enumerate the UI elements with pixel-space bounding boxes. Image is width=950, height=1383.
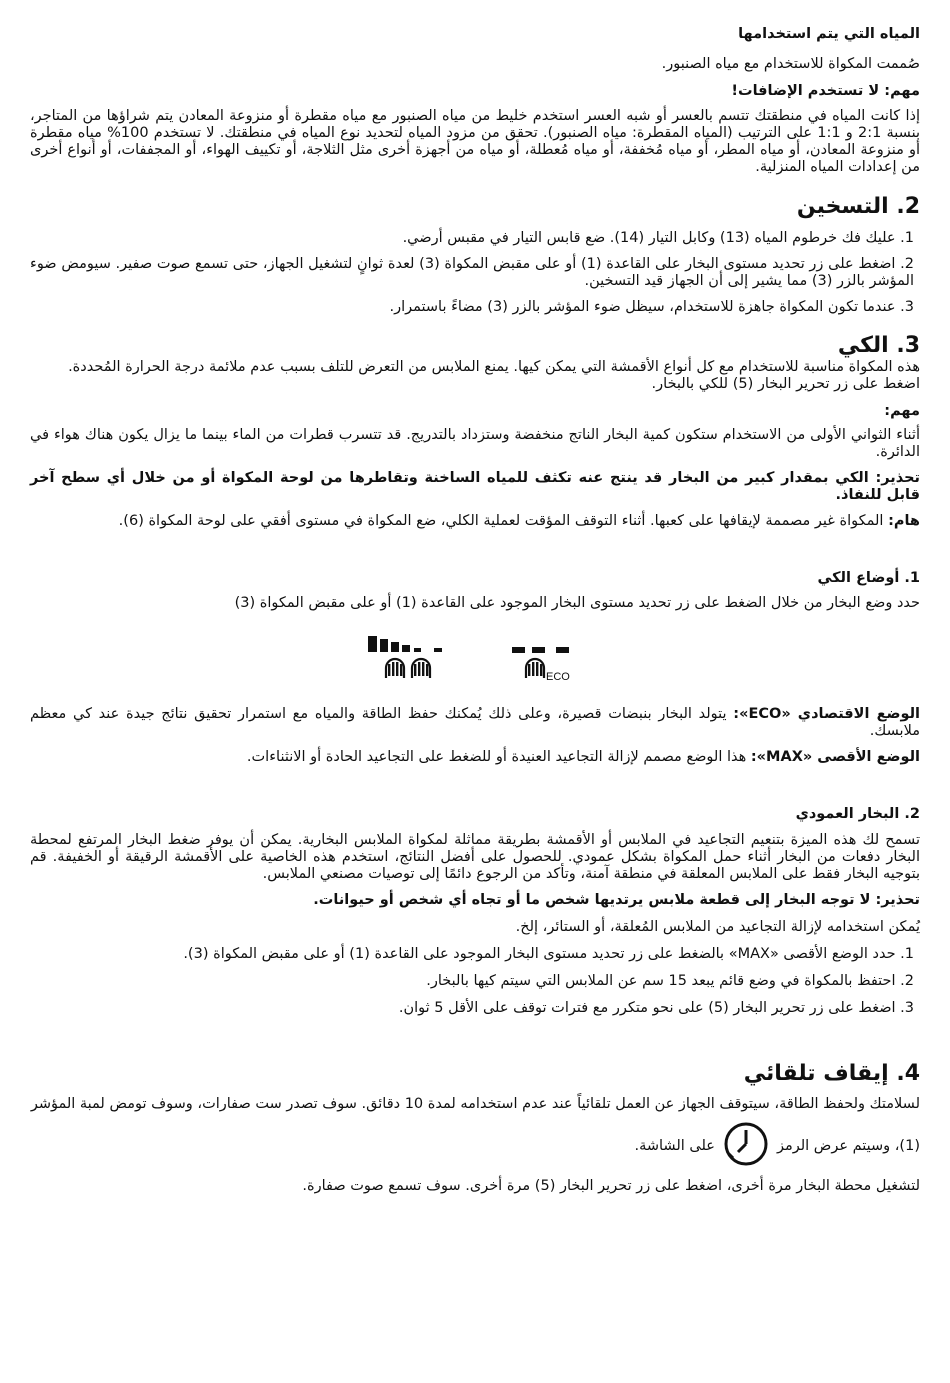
heating-step-3: 3. عندما تكون المكواة جاهزة للاستخدام، سيظل ضوء المؤشر بالزر (3) مضاءً باستمرار. — [389, 299, 914, 315]
vertical-steam-title: 2. البخار العمودي — [795, 806, 920, 822]
max-steam-bars-icon — [368, 634, 460, 682]
max-mode-description — [30, 749, 920, 766]
water-important-text: لا تستخدم الإضافات! — [731, 83, 885, 99]
vertical-steam-step-3: 3. اضغط على زر تحرير البخار (5) على نحو متكرر مع فترات توقف على الأقل 5 ثوان. — [398, 1000, 914, 1016]
auto-off-line-1: لسلامتك ولحفظ الطاقة، سيتوقف الجهاز عن العمل تلقائياً عند عدم استخدامه لمدة 10 دقائق. سوف تصدر ست صفارات، وسوف تومض لمبة المؤشر — [30, 1096, 920, 1112]
water-intro: صُممت المكواة للاستخدام مع مياه الصنبور. — [661, 56, 920, 72]
modes-title: 1. أوضاع الكي — [817, 570, 920, 586]
auto-off-line-3: لتشغيل محطة البخار مرة أخرى، اضغط على زر تحرير البخار (5) مرة أخرى. سوف تسمع صوت صفارة. — [302, 1178, 920, 1194]
heating-step-2: 2. اضغط على زر تحديد مستوى البخار على القاعدة (1) أو على مقبض المكواة (3) لعدة ثوانٍ لتشغيل الجهاز، حتى تسمع صوت صفير. سيومض ضوء المؤشر بالزر (3) مما يشير إلى أن الجهاز قيد التسخين. — [30, 256, 914, 289]
vertical-steam-step-2: 2. احتفظ بالمكواة في وضع قائم يبعد 15 سم عن الملابس التي سيتم كيها بالبخار. — [426, 973, 914, 989]
heating-title: 2. التسخين — [796, 194, 920, 219]
auto-off-line-2 — [30, 1121, 920, 1172]
steam-max-level-icon — [368, 634, 460, 682]
steam-eco-level-icon — [512, 634, 582, 682]
ironing-note-text: المكواة غير مصممة لإيقافها على كعبها. أثناء التوقف المؤقت لعملية الكلي، ضع المكواة في مستوى أفقي على لوحة المكواة (6). — [118, 513, 889, 529]
eco-steam-bars-icon — [512, 634, 582, 682]
ironing-line-1: هذه المكواة مناسبة للاستخدام مع كل أنواع الأقمشة التي يمكن كيها. يمنع الملابس من التعرض للتلف بسبب عدم ملائمة درجة الحرارة المُحددة. — [68, 359, 920, 375]
ironing-note — [30, 513, 920, 530]
ironing-warning: تحذير: الكي بمقدار كبير من البخار قد ينتج عنه تكثف للمياه الساخنة وتقاطرها من لوحة المكواة أو من خلال أي سطح آخر قابل للنفاذ. — [30, 470, 920, 503]
water-section-title: المياه التي يتم استخدامها — [738, 26, 920, 42]
vertical-steam-warning: تحذير: لا توجه البخار إلى قطعة ملابس يرتديها شخص ما أو تجاه أي شخص أو حيوانات. — [313, 892, 920, 908]
modes-intro: حدد وضع البخار من خلال الضغط على زر تحديد مستوى البخار الموجود على القاعدة (1) أو على مقبض المكواة (3) — [234, 595, 920, 611]
ironing-line-2: اضغط على زر تحرير البخار (5) للكي بالبخار. — [651, 376, 920, 392]
vertical-steam-paragraph: تسمح لك هذه الميزة بتنعيم التجاعيد في الملابس أو الأقمشة بطريقة مماثلة لمكواة الملابس البخارية. يمكن أن يوفر ضغط البخار المرتفع لمحطة البخار دفعات من البخار أثناء حمل المكواة بشكل عمودي. للحصول على أفضل النتائج، استخدم هذه الخاصية على الأقمشة الرقيقة أو الخفيفة. قم بتوجيه البخار فقط على الملابس المعلقة في منطقة آمنة، وتأكد من الرجوع دائمًا إلى توصيات مصنعي الملابس. — [30, 832, 920, 882]
water-important-label: مهم: — [884, 83, 920, 99]
steam-mode-icons — [30, 634, 920, 682]
auto-off-line-2-start: (1)، وسيتم عرض الرمز — [776, 1138, 920, 1154]
heating-step-1: 1. عليك فك خرطوم المياه (13) وكابل التيار (14). ضع قابس التيار في مقبس أرضي. — [402, 230, 914, 246]
auto-off-title: 4. إيقاف تلقائي — [743, 1061, 920, 1086]
clock-icon — [723, 1121, 769, 1172]
ironing-important-label: مهم: — [884, 403, 920, 419]
ironing-title: 3. الكي — [837, 333, 920, 358]
max-mode-title: الوضع الأقصى «MAX»: — [750, 749, 920, 765]
vertical-steam-usage: يُمكن استخدامه لإزالة التجاعيد من الملابس المُعلقة، أو الستائر، إلخ. — [515, 919, 920, 935]
ironing-note-label: هام: — [888, 513, 920, 529]
eco-mode-description — [30, 706, 920, 740]
water-paragraph: إذا كانت المياه في منطقتك تتسم بالعسر أو شبه العسر استخدم خليط من مياه الصنبور مع مياه مقطرة أو منزوعة المعادن يتم شراؤها من المتاجر، بنسبة 2:1 و 1:1 على الترتيب (المياه المقطرة: مياه الصنبور). تحقق من مزود المياه لتحديد نوع المياه في منطقتك. لا تستخدم 100% مياه مقطرة أو منزوعة المعادن، أو مياه المطر، أو مياه مُخففة، أو مياه مُعطلة، أو مياه من أجهزة أخرى مثل الثلاجة، أو تكييف الهواء، أو المجففات، أو أنواع أخرى من إعدادات المياه المنزلية. — [30, 108, 921, 175]
eco-mode-text: يتولد البخار بنبضات قصيرة، وعلى ذلك يُمكنك حفظ الطاقة والمياه مع استمرار تحقيق نتائج جيدة عند كي معظم ملابسك. — [30, 706, 920, 739]
vertical-steam-step-1: 1. حدد الوضع الأقصى «MAX» بالضغط على زر تحديد مستوى البخار الموجود على القاعدة (1) أو على مقبض المكواة (3). — [183, 946, 914, 962]
ironing-important-paragraph: أثناء الثواني الأولى من الاستخدام ستكون كمية البخار الناتج منخفضة وستزداد بالتدريج. قد تتسرب قطرات من الماء بينما ما يزال يكون هناك هواء في الدائرة. — [30, 427, 920, 460]
max-mode-text: هذا الوضع مصمم لإزالة التجاعيد العنيدة أو للضغط على التجاعيد الحادة أو الانثناءات. — [246, 749, 751, 765]
eco-mode-title: الوضع الاقتصادي «ECO»: — [733, 706, 920, 722]
eco-label: ECO — [546, 671, 570, 682]
auto-off-line-2-end: على الشاشة. — [634, 1138, 715, 1154]
water-important — [30, 83, 920, 100]
